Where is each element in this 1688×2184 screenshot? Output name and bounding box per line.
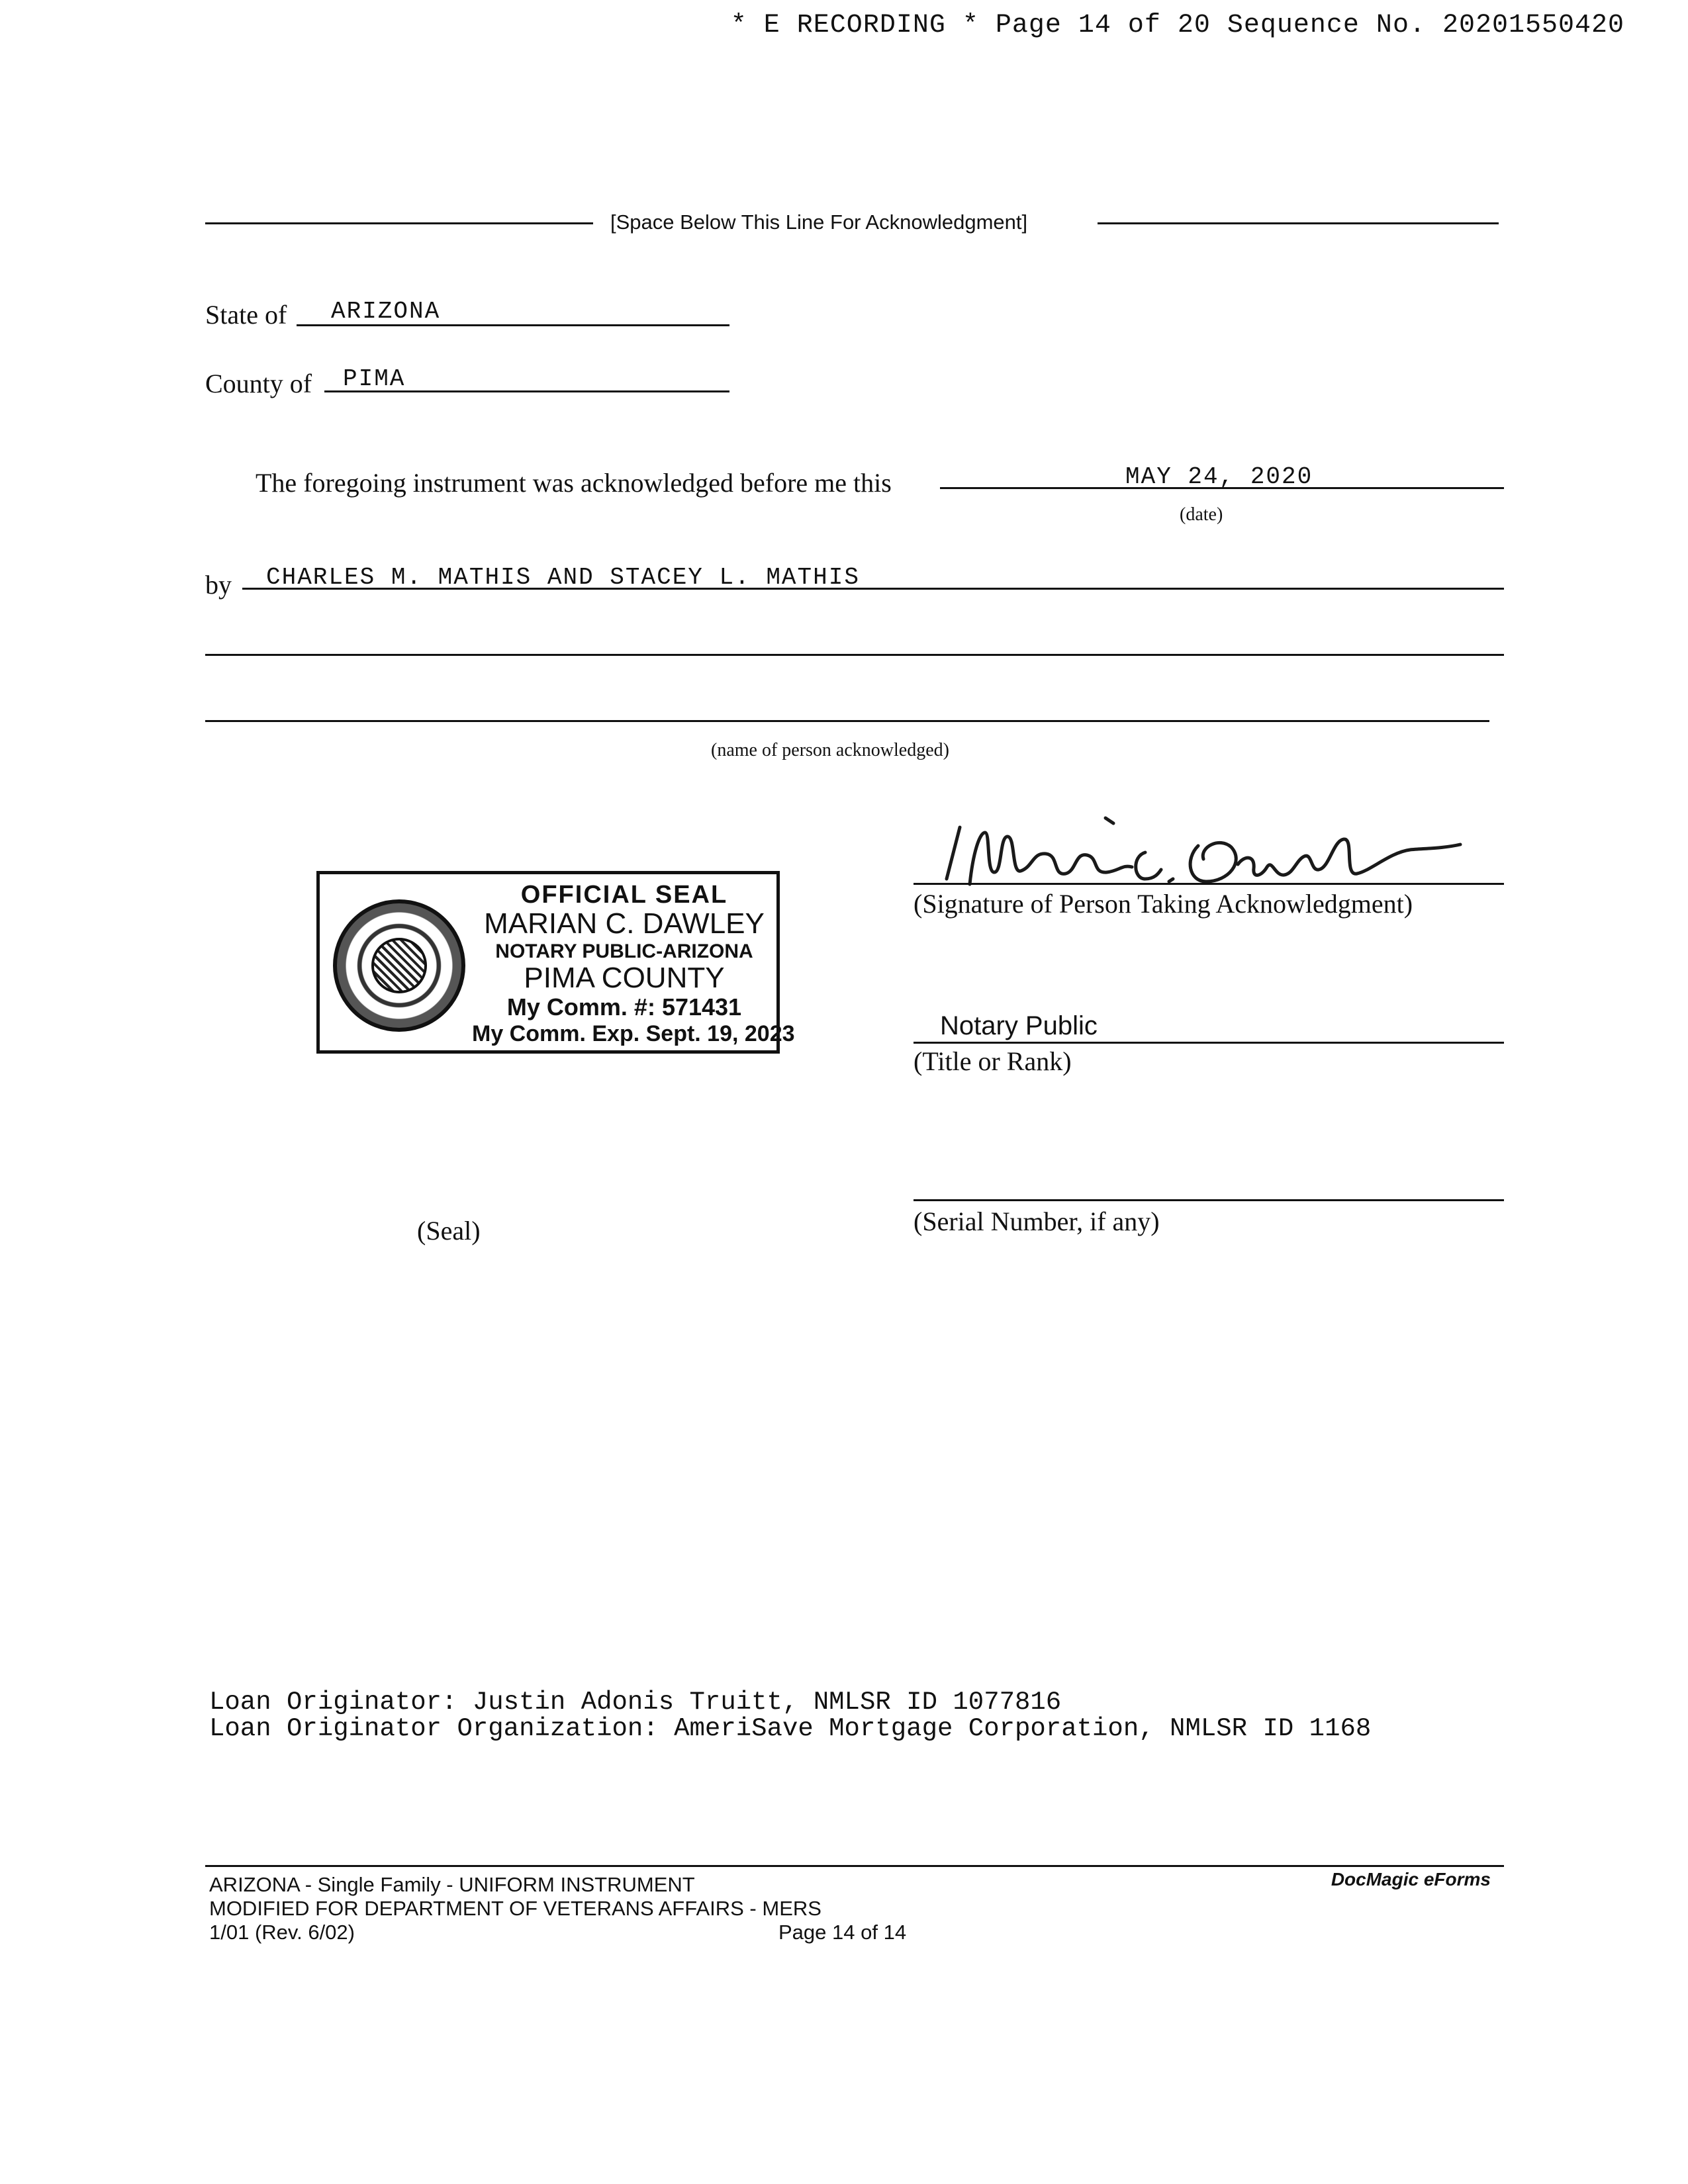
loan-originator-organization: Loan Originator Organization: AmeriSave Mortgage Corporation, NMLSR ID 1168 [209, 1714, 1372, 1743]
seal-line-commission: My Comm. #: 571431 [506, 993, 742, 1021]
notary-seal-stamp [316, 871, 795, 1054]
footer-line-2: MODIFIED FOR DEPARTMENT OF VETERANS AFFAIRS - MERS [209, 1897, 821, 1920]
title-caption: (Title or Rank) [914, 1046, 1072, 1076]
persons-line-1 [242, 588, 1504, 590]
title-value: Notary Public [940, 1011, 1098, 1040]
persons-line-2 [205, 654, 1504, 656]
persons-line-3 [205, 720, 1489, 722]
state-seal-icon [333, 899, 465, 1032]
county-line [324, 390, 729, 392]
date-value: MAY 24, 2020 [1125, 463, 1313, 490]
seal-line-notary: NOTARY PUBLIC-ARIZONA [495, 940, 753, 962]
serial-caption: (Serial Number, if any) [914, 1206, 1160, 1236]
date-line [940, 487, 1504, 489]
county-label: County of [205, 369, 312, 398]
seal-line-expiration: My Comm. Exp. Sept. 19, 2023 [472, 1021, 795, 1046]
persons-value: CHARLES M. MATHIS AND STACEY L. MATHIS [266, 564, 860, 591]
person-caption: (name of person acknowledged) [711, 740, 949, 760]
loan-originator: Loan Originator: Justin Adonis Truitt, NMLSR ID 1077816 [209, 1688, 1062, 1717]
title-line [914, 1042, 1504, 1044]
county-value: PIMA [343, 365, 406, 392]
serial-line [914, 1199, 1504, 1201]
state-label: State of [205, 300, 287, 330]
notary-signature [933, 813, 1463, 892]
by-label: by [205, 570, 232, 600]
docmagic-logo: DocMagic eForms [1331, 1869, 1491, 1889]
footer-line-1: ARIZONA - Single Family - UNIFORM INSTRUMENT [209, 1873, 695, 1896]
divider-left [205, 222, 593, 224]
date-caption: (date) [1180, 504, 1223, 525]
footer-page-number: Page 14 of 14 [778, 1921, 907, 1944]
state-line [297, 324, 729, 326]
state-value: ARIZONA [331, 298, 441, 325]
footer-line-3: 1/01 (Rev. 6/02) [209, 1921, 355, 1944]
seal-line-county: PIMA COUNTY [524, 962, 725, 994]
seal-caption: (Seal) [417, 1216, 481, 1246]
footer-rule [205, 1865, 1504, 1867]
foregoing-text: The foregoing instrument was acknowledged before me this [256, 468, 892, 498]
recording-header: * E RECORDING * Page 14 of 20 Sequence No. 20201550420 [730, 11, 1624, 40]
acknowledgment-space-label: [Space Below This Line For Acknowledgment] [610, 210, 1028, 234]
signature-caption: (Signature of Person Taking Acknowledgment) [914, 889, 1413, 919]
seal-line-official: OFFICIAL SEAL [520, 881, 728, 909]
divider-right [1098, 222, 1499, 224]
signature-line [914, 883, 1504, 885]
seal-line-name: MARIAN C. DAWLEY [484, 907, 765, 940]
